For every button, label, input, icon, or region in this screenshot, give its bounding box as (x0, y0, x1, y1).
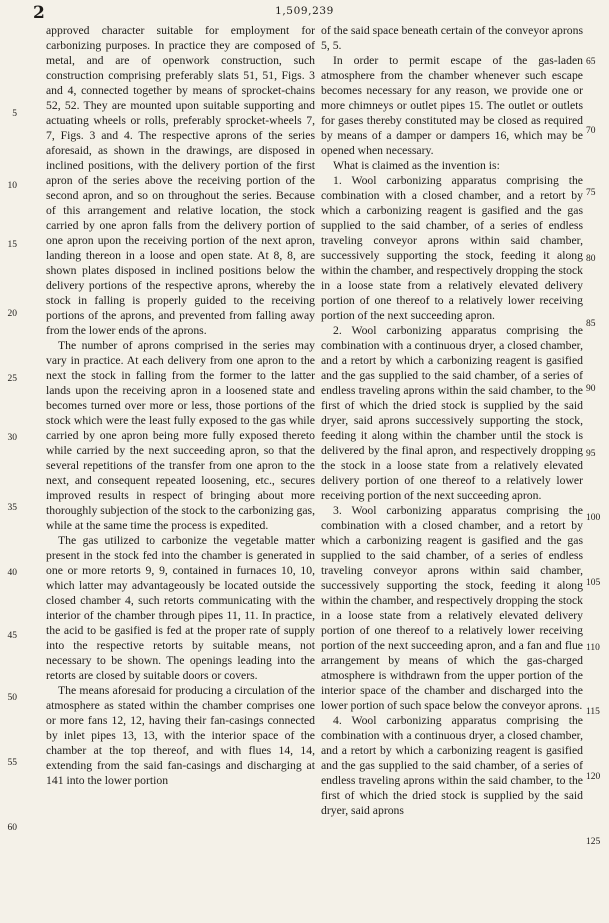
line-number: 25 (7, 374, 17, 384)
page-number: 2 (33, 3, 46, 23)
line-number: 55 (7, 758, 17, 768)
line-number: 50 (7, 693, 17, 703)
line-number: 5 (12, 109, 17, 119)
line-number: 20 (7, 309, 17, 319)
paragraph: The number of aprons comprised in the series may vary in practice. At each delivery from one apron to the next the stock in falling from the former to the latter lands upon the receiving apron in a loosened state and becomes turned over more or less, those portions of the stock which were the least fully exposed to the gas while carried by one apron being more fully exposed thereto while carried by the next succeeding apron, so that the several repetitions of the transfer from one apron to the next, and consequent repeated loosening, etc., secures improved results in respect of bringing about more thoroughly subjection of the stock to the carbonizing gas, while at the same time the process is expedited. (46, 339, 315, 532)
line-number: 115 (586, 707, 600, 717)
right-text-column (321, 23, 583, 918)
line-number: 80 (586, 254, 596, 264)
claim-4: 4. Wool carbonizing apparatus comprising the combination with a continuous dryer, a closed chamber, and a retort by which a carbonizing reagent is gasified and the gas supplied to the said chamber, of a series of endless traveling aprons within the said chamber, to the first of which the dried stock is supplied by the said dryer, said aprons (321, 714, 583, 817)
paragraph: The means aforesaid for producing a circulation of the atmosphere as stated within the chamber comprises one or more fans 12, 12, having their fan-casings connected by inlet pipes 13, 13, with the interior space of the chamber at the top thereof, and with flues 14, 14, extending from the said fan-casings and discharging at 141 into the lower portion (46, 684, 315, 787)
line-number: 95 (586, 449, 596, 459)
line-number: 120 (586, 772, 601, 782)
paragraph: of the said space beneath certain of the conveyor aprons 5, 5. (321, 24, 583, 52)
claim-2: 2. Wool carbonizing apparatus comprising the combination with a continuous dryer, a closed chamber, and a retort by which a carbonizing reagent is gasified and the gas supplied to the said chamber, of a series of endless traveling aprons within the said chamber, to the first of which the dried stock is supplied by the said dryer, said aprons successively supporting the stock, feeding it along within the chamber until the stock is delivered by the final apron, and respectively dropping the stock in a loose state from a relatively elevated delivery portion of one thereof to a relatively lower receiving portion of the next succeeding apron. (321, 324, 583, 502)
line-number: 75 (586, 188, 596, 198)
line-number: 65 (586, 57, 596, 67)
line-number: 40 (7, 568, 17, 578)
line-number: 125 (586, 837, 601, 847)
line-number: 110 (586, 643, 600, 653)
line-number: 90 (586, 384, 596, 394)
line-number: 70 (586, 126, 596, 136)
line-number: 30 (7, 433, 17, 443)
claim-3: 3. Wool carbonizing apparatus comprising the combination with a closed chamber, and a retort by which a carbonizing reagent is gasified and the gas supplied to the said chamber, of a series of endless traveling conveyor aprons within said chamber, successively supporting the stock, feeding it along within the chamber, and respectively dropping the stock in a loose state from a relatively elevated delivery portion of one thereof to a relatively lower receiving portion of the next succeeding apron, and a fan and flue arrangement by means of which the gas-charged atmosphere is withdrawn from the upper portion of the interior space of the chamber and discharged into the lower portion of such space below the conveyor aprons. (321, 504, 583, 712)
line-number: 85 (586, 319, 596, 329)
line-number: 15 (7, 240, 17, 250)
claims-intro: What is claimed as the invention is: (333, 159, 500, 172)
line-number: 45 (7, 631, 17, 641)
paragraph: In order to permit escape of the gas-laden atmosphere from the chamber whenever such escape becomes necessary for any reason, we provide one or more chimneys or outlet pipes 15. The outlet or outlets for gases thereby constituted may be closed as required by means of a damper or dampers 16, which may be opened when necessary. (321, 54, 583, 157)
line-number: 35 (7, 503, 17, 513)
line-number: 60 (7, 823, 17, 833)
paragraph: The gas utilized to carbonize the vegetable matter present in the stock fed into the chamber is generated in one or more retorts 9, 9, contained in furnaces 10, 10, which latter may advantageously be located outside the closed chamber 4, such retorts communicating with the interior of the chamber through pipes 11, 11. In practice, the acid to be gasified is fed at the proper rate of supply into the respective retorts by suitable means, not necessary to be shown. The openings leading into the retorts are closed by suitable doors or covers. (46, 534, 315, 682)
patent-number: 1,509,239 (275, 5, 334, 17)
line-number: 105 (586, 578, 601, 588)
line-number: 100 (586, 513, 601, 523)
line-number: 10 (7, 181, 17, 191)
claim-1: 1. Wool carbonizing apparatus comprising the combination with a closed chamber, and a retort by which a carbonizing reagent is gasified and the gas supplied to the said chamber, of a series of endless traveling conveyor aprons within said chamber, successively supporting the stock, feeding it along within the chamber, and respectively dropping the stock in a loose state from a relatively elevated delivery portion of one thereof to a relatively lower receiving portion of the next succeeding apron. (321, 174, 583, 322)
paragraph: approved character suitable for employment for carbonizing purposes. In practice they are composed of metal, and are of openwork construction, such construction comprising preferably slats 51, 51, Figs. 3 and 4, connected together by means of sprocket-chains 52, 52. They are mounted upon suitable supporting and actuating wheels or rolls, preferably sprocket-wheels 7, 7, Figs. 3 and 4. The respective aprons of the series aforesaid, as shown in the drawings, are disposed in inclined positions, with the delivery portion of the first apron of the series above the receiving portion of the second apron, and so on throughout the series. Because of this arrangement and relative location, the stock carried by one apron falls from the delivery portion of one apron upon the receiving portion of the next apron, landing thereon in a loose and open state. At 8, 8, are shown plates disposed in inclined positions below the delivery portions of the respective aprons, whereby the stock in falling is properly guided to the receiving portions of the aprons, and prevented from falling away from the lower ends of the aprons. (46, 24, 315, 337)
left-text-column (46, 23, 315, 918)
